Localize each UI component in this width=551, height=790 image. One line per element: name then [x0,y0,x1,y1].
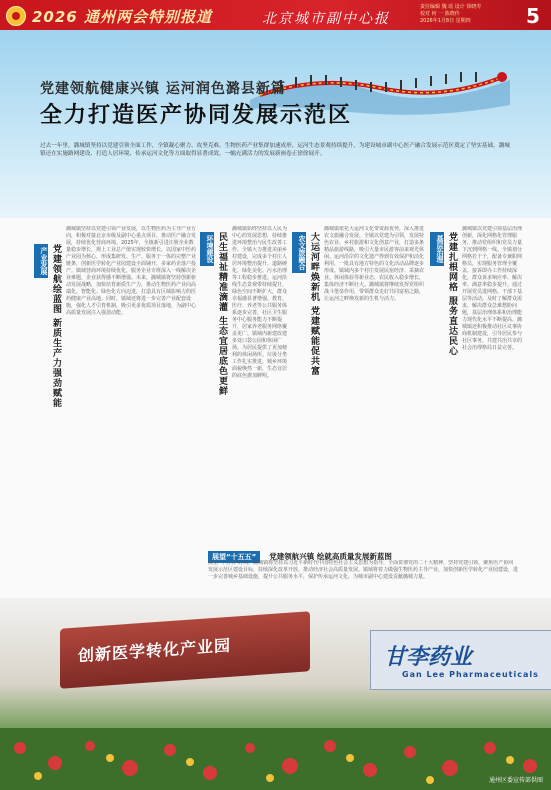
section-headline-governance: 党建扎根网格 服务直达民心 [447,232,457,357]
photo-credit: 通州区委宣传部供图 [488,777,543,784]
hero-intro: 过去一年里，潞城镇坚持以党建引领全面工作，全镇凝心聚力、攻坚克难，生物医药产业集群加速成形，运河生态景观持续提升，为建设城市副中心医产融合发展示范区奠定了坚实基础。潞城镇还在实施路网建设、打造人居环境、传承运河文化等方面取得显著成效，一幅充满活力的发展新画卷正徐徐展开。 [40,143,510,157]
section-label-industry: 产业发展 [34,244,48,278]
section-headline-industry: 党建领航绘蓝图 新质生产力强劲赋能 [51,244,61,409]
page-number: 5 [526,4,540,28]
newspaper-name: 北京城市副中心报 [262,11,390,27]
park-sign-text: 创新医学转化产业园 [78,635,232,666]
section-headline-environment: 民生福祉精准滴灌 生态宜居底色更鲜 [217,232,227,397]
editor-line: 责任编辑 魏 瑶 设计 徐晓寿 [420,4,482,10]
sub-story-label: 展望“十五五” [208,551,260,563]
section-label-governance: 基层治理 [430,232,444,266]
masthead-meta [420,4,520,25]
hero-banner [0,30,551,218]
company-sign-text: 甘李药业 [384,645,473,670]
section-text-governance: 潞城镇以党建引领基层治理创新，深化网格化管理服务，推动党组织和党员力量下沉到网格一线。全镇划分网格若干个，配备专兼职网格员，实现服务管理全覆盖。接诉即办工作持续深化，群众诉求响应率、解决率、满意率稳步提升。通过开展党员进网格、干部下基层等活动，及时了解群众需求，解决群众急难愁盼问题，基层治理体系和治理能力现代化水平不断提高。潞城镇还积极推动社区议事协商机制建设，引导居民参与社区事务，共建共治共享的社会治理格局日益完善。 [462,226,522,351]
article-body [0,218,551,598]
hero-kicker: 党建领航健康兴镇 运河润色潞县新篇 [40,81,286,97]
masthead-title: 2026 通州两会特别报道 [32,8,212,26]
sub-story-header [208,544,518,561]
proofreader-line: 校对 何 一 陈晓伶 [420,11,460,17]
sub-story-text: 展望“十五五”时期，潞城镇将坚持以习近平新时代中国特色社会主义思想为指导，全面贯彻党的二十大精神，坚持党建引领，聚焦医产协同发展示范区建设目标，持续深化改革开放，推动经济社会高质量发展。镇域将着力做强生物医药主导产业，加快创新医学转化产业园建设，进一步完善城乡基础设施，提升公共服务水平，保护传承运河文化，为城市副中心建设贡献潞城力量。 [208,560,518,580]
section-text-environment: 潞城镇始终坚持以人民为中心的发展思想，持续推进环境整治与民生改善工作。全镇大力推进美丽乡村建设，完成多个村庄人居环境整治提升，道路硬化、绿化美化、污水治理等工程稳步推进。运河沿线生态景观带持续提升，绿色空间不断扩大，群众幸福感显著增强。教育、医疗、养老等公共服务体系逐步完善，社区卫生服务中心服务能力不断提升，居家养老服务网络覆盖更广。镇域内新建改建多处口袋公园和休闲广场，为居民提供了更加便利的休闲场所。垃圾分类工作扎实推进，城乡环境面貌焕然一新，生态宜居的底色愈加鲜明。 [232,226,288,379]
masthead [0,0,551,30]
party-emblem-icon [6,6,26,26]
section-label-culture-tourism: 农文旅融合 [292,232,306,273]
section-text-industry: 潞城镇坚持以党建引领产业发展，以生物医药为主导产业方向，积极对接北京市级及副中心重点项目，推动医产融合发展，持续优化营商环境。2025年，全镇新引进注册企业数量稳步增长，规上工业总产值实现较快增长。以国家中医药产业园为核心，形成集研发、生产、服务于一体的完整产业链条，创新医学转化产业园建设全面铺开，多家药企落户投产。镇域营商环境持续优化，服务企业专班深入一线解决企业难题，企业获得感不断增强。未来，潞城镇将坚持创新驱动发展战略，加快培育新质生产力，推动生物医药产业向高端化、智能化、绿色化方向迈进，打造具有区域影响力的医药健康产业高地。同时，镇域还将进一步完善产业配套设施，强化人才引育机制，吸引更多优质项目落地，为副中心高质量发展注入强劲动能。 [66,226,196,316]
hero-headline: 全力打造医产协同发展示范区 [40,102,353,128]
industrial-park-photo [0,598,551,790]
section-label-environment: 环境建设 [200,232,214,266]
company-sign-subtext: Gan Lee Pharmaceuticals [402,670,539,679]
section-text-culture-tourism: 潞城镇依托大运河文化带资源优势，深入推进农文旅融合发展。全镇以党建为引领，发展特色农业、乡村旅游和文化创意产业，打造多条精品旅游线路，吸引大量市民游客前来观光休闲。运河沿岸的文化遗产得到有效保护和活化利用，一批具有地方特色的文化活动品牌逐步形成。镇域内多个村庄发展民宿经济、采摘农业、休闲体验等新业态，农民收入稳步增长，集体经济不断壮大。潞城镇将继续发挥党组织战斗堡垒作用，带领群众走好共同富裕之路，让运河之畔焕发新的生机与活力。 [324,226,424,302]
flower-bed-image [0,728,551,790]
section-headline-culture-tourism: 大运河畔焕新机 党建赋能促共富 [309,232,319,377]
date-line: 2026年1月8日 星期四 [420,18,471,24]
sub-story-headline: 党建领航兴镇 绘就高质量发展新蓝图 [269,552,392,561]
